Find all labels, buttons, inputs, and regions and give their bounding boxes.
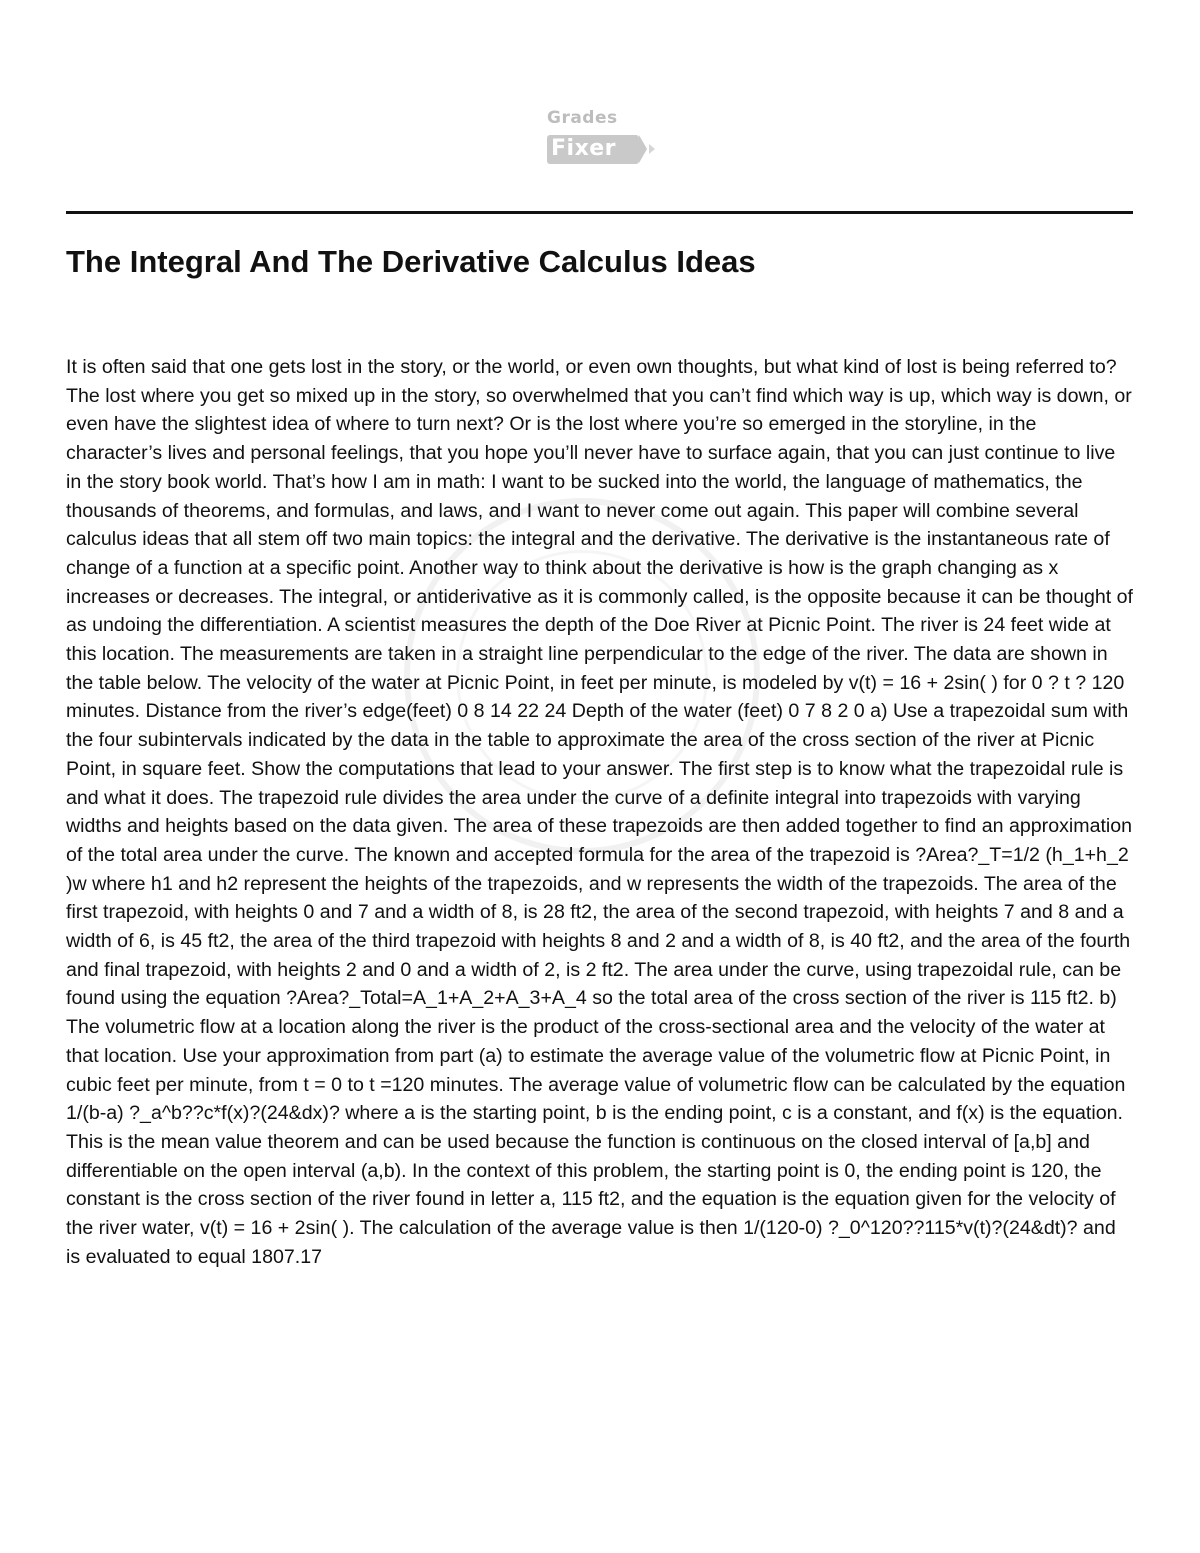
document-title: The Integral And The Derivative Calculus Ideas (66, 244, 756, 279)
gradesfixer-logo[interactable] (547, 108, 657, 163)
logo-box-text: Fixer (551, 136, 617, 161)
logo-tip-icon (649, 144, 655, 154)
logo-box (547, 135, 639, 164)
logo-arrow-icon (639, 135, 647, 163)
header-divider (66, 211, 1133, 214)
document-body: It is often said that one gets lost in the story, or the world, or even own thoughts, but what kind of lost is being referred to? The lost where you get so mixed up in the story, so overwhelmed that you can’t find which way is up, which way is down, or even have the slightest idea of where to turn next? Or is the lost where you’re so emerged in the storyline, in the character’s lives and personal feelings, that you hope you’ll never have to surface again, that you can just continue to live in the story book world. That’s how I am in math: I want to be sucked into the world, the language of mathematics, the thousands of theorems, and formulas, and laws, and I want to never come out again. This paper will combine several calculus ideas that all stem off two main topics: the integral and the derivative. The derivative is the instantaneous rate of change of a function at a specific point. Another way to think about the derivative is how is the graph changing as x increases or decreases. The integral, or antiderivative as it is commonly called, is the opposite because it can be thought of as undoing the differentiation. A scientist measures the depth of the Doe River at Picnic Point. The river is 24 feet wide at this location. The measurements are taken in a straight line perpendicular to the edge of the river. The data are shown in the table below. The velocity of the water at Picnic Point, in feet per minute, is modeled by v(t) = 16 + 2sin( ) for 0 ? t ? 120 minutes. Distance from the river’s edge(feet) 0 8 14 22 24 Depth of the water (feet) 0 7 8 2 0 a) Use a trapezoidal sum with the four subintervals indicated by the data in the table to approximate the area of the cross section of the river at Picnic Point, in square feet. Show the computations that lead to your answer. The first step is to know what the trapezoidal rule is and what it does. The trapezoid rule divides the area under the curve of a definite integral into trapezoids with varying widths and heights based on the data given. The area of these trapezoids are then added together to find an approximation of the total area under the curve. The known and accepted formula for the area of the trapezoid is ?Area?_T=1/2 (h_1+h_2 )w where h1 and h2 represent the heights of the trapezoids, and w represents the width of the trapezoids. The area of the first trapezoid, with heights 0 and 7 and a width of 8, is 28 ft2, the area of the second trapezoid, with heights 7 and 8 and a width of 6, is 45 ft2, the area of the third trapezoid with heights 8 and 2 and a width of 8, is 40 ft2, and the area of the fourth and final trapezoid, with heights 2 and 0 and a width of 2, is 2 ft2. The area under the curve, using trapezoidal rule, can be found using the equation ?Area?_Total=A_1+A_2+A_3+A_4 so the total area of the cross section of the river is 115 ft2. b) The volumetric flow at a location along the river is the product of the cross-sectional area and the velocity of the water at that location. Use your approximation from part (a) to estimate the average value of the volumetric flow at Picnic Point, in cubic feet per minute, from t = 0 to t =120 minutes. The average value of volumetric flow can be calculated by the equation 1/(b-a) ?_a^b??c*f(x)?(24&dx)? where a is the starting point, b is the ending point, c is a constant, and f(x) is the equation. This is the mean value theorem and can be used because the function is continuous on the closed interval of [a,b] and differentiable on the open interval (a,b). In the context of this problem, the starting point is 0, the ending point is 120, the constant is the cross section of the river found in letter a, 115 ft2, and the equation is the equation given for the velocity of the river water, v(t) = 16 + 2sin( ). The calculation of the average value is then 1/(120-0) ?_0^120??115*v(t)?(24&dt)? and is evaluated to equal 1807.17 (66, 356, 1133, 1268)
logo-top-text: Grades (547, 108, 618, 128)
